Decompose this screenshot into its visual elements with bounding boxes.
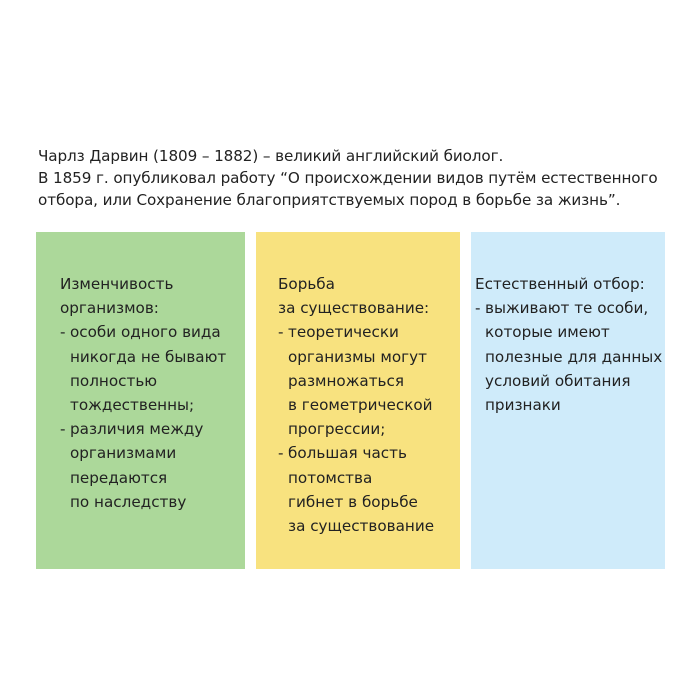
- card-list: [475, 296, 665, 417]
- card-title: Борьба за существование:: [278, 275, 430, 318]
- card-list: [60, 320, 245, 514]
- intro-line-3: отбора, или Сохранение благоприятствуемых пород в борьбе за жизнь”.: [38, 191, 621, 209]
- struggle-card: [256, 232, 460, 569]
- card-title: Изменчивость организмов:: [60, 275, 174, 318]
- card-list: [278, 320, 460, 538]
- intro-line-2: В 1859 г. опубликовал работу “О происхождении видов путём естественного: [38, 169, 658, 187]
- intro-text: [38, 145, 688, 211]
- card-list-item: - теоретически организмы могут размножаться в геометрической прогрессии;: [278, 320, 460, 441]
- card-list-item: - большая часть потомства гибнет в борьбе за существование: [278, 441, 460, 538]
- card-title: Естественный отбор:: [475, 275, 645, 293]
- variability-card: [36, 232, 245, 569]
- card-list-item: - различия между организмами передаются по наследству: [60, 417, 245, 514]
- card-list-item: - особи одного вида никогда не бывают полностью тождественны;: [60, 320, 245, 417]
- natural-selection-card: [471, 232, 665, 569]
- intro-line-1: Чарлз Дарвин (1809 – 1882) – великий английский биолог.: [38, 147, 504, 165]
- card-list-item: - выживают те особи, которые имеют полезные для данных условий обитания признаки: [475, 296, 665, 417]
